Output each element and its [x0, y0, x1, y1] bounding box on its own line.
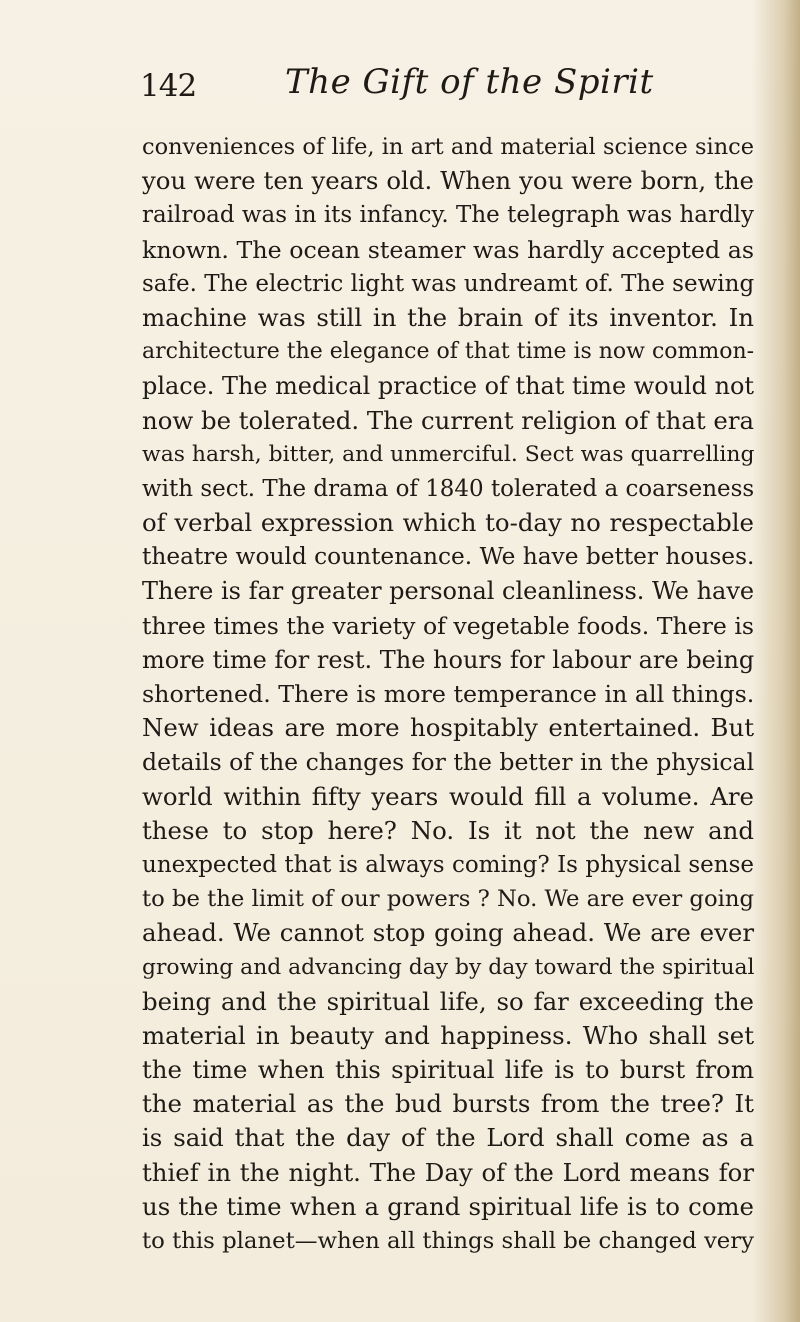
text-line: shortened. There is more temperance in all things. [142, 680, 755, 708]
text-line: known. The ocean steamer was hardly accepted as [142, 235, 754, 264]
text-line: ahead. We cannot stop going ahead. We are ever [142, 918, 754, 948]
text-line: There is far greater personal cleanliness. We have [142, 577, 755, 606]
text-line: safe. The electric light was undreamt of. The sewing [142, 270, 755, 297]
text-line: machine was still in the brain of its inventor. In [142, 302, 754, 332]
text-line: details of the changes for the better in the physical [142, 748, 755, 777]
page-number: 142 [140, 68, 197, 104]
text-line: you were ten years old. When you were born, the [142, 166, 754, 196]
text-line: the material as the bud bursts from the tree? It [142, 1089, 754, 1119]
text-line: growing and advancing day by day toward the spiritual [142, 954, 755, 980]
text-line: the time when this spiritual life is to burst from [142, 1055, 754, 1085]
text-line: of verbal expression which to-day no respectable [142, 508, 754, 538]
text-line: now be tolerated. The current religion of that era [142, 405, 754, 435]
text-line: theatre would countenance. We have better houses. [142, 543, 755, 571]
text-line: to this planet—when all things shall be changed very [142, 1228, 754, 1254]
text-line: was harsh, bitter, and unmerciful. Sect was quarrelling [142, 441, 755, 467]
text-line: more time for rest. The hours for labour are being [142, 645, 755, 674]
running-title: The Gift of the Spirit [285, 62, 654, 102]
page-header [140, 62, 654, 112]
text-line: three times the variety of vegetable foods. There is [142, 611, 754, 640]
text-line: is said that the day of the Lord shall come as a [142, 1123, 754, 1153]
text-line: being and the spiritual life, so far exceeding the [142, 986, 754, 1016]
text-line: these to stop here? No. Is it not the new and [142, 815, 754, 845]
body-text [142, 130, 754, 1258]
text-line: with sect. The drama of 1840 tolerated a coarseness [142, 475, 755, 502]
text-line: conveniences of life, in art and material science since [142, 134, 754, 160]
text-line: us the time when a grand spiritual life is to come [142, 1191, 754, 1221]
text-line: unexpected that is always coming? Is physical sense [142, 851, 754, 878]
text-line: world within fifty years would fill a volume. Are [142, 781, 754, 811]
text-line: railroad was in its infancy. The telegraph was hardly [142, 202, 754, 229]
text-line: place. The medical practice of that time would not [142, 372, 755, 401]
text-line: material in beauty and happiness. Who shall set [142, 1020, 754, 1050]
text-line: to be the limit of our powers ? No. We are ever going [142, 886, 754, 913]
text-line: thief in the night. The Day of the Lord means for [142, 1157, 754, 1187]
text-line: architecture the elegance of that time is now common- [142, 339, 755, 365]
text-line: New ideas are more hospitably entertained. But [142, 713, 754, 743]
